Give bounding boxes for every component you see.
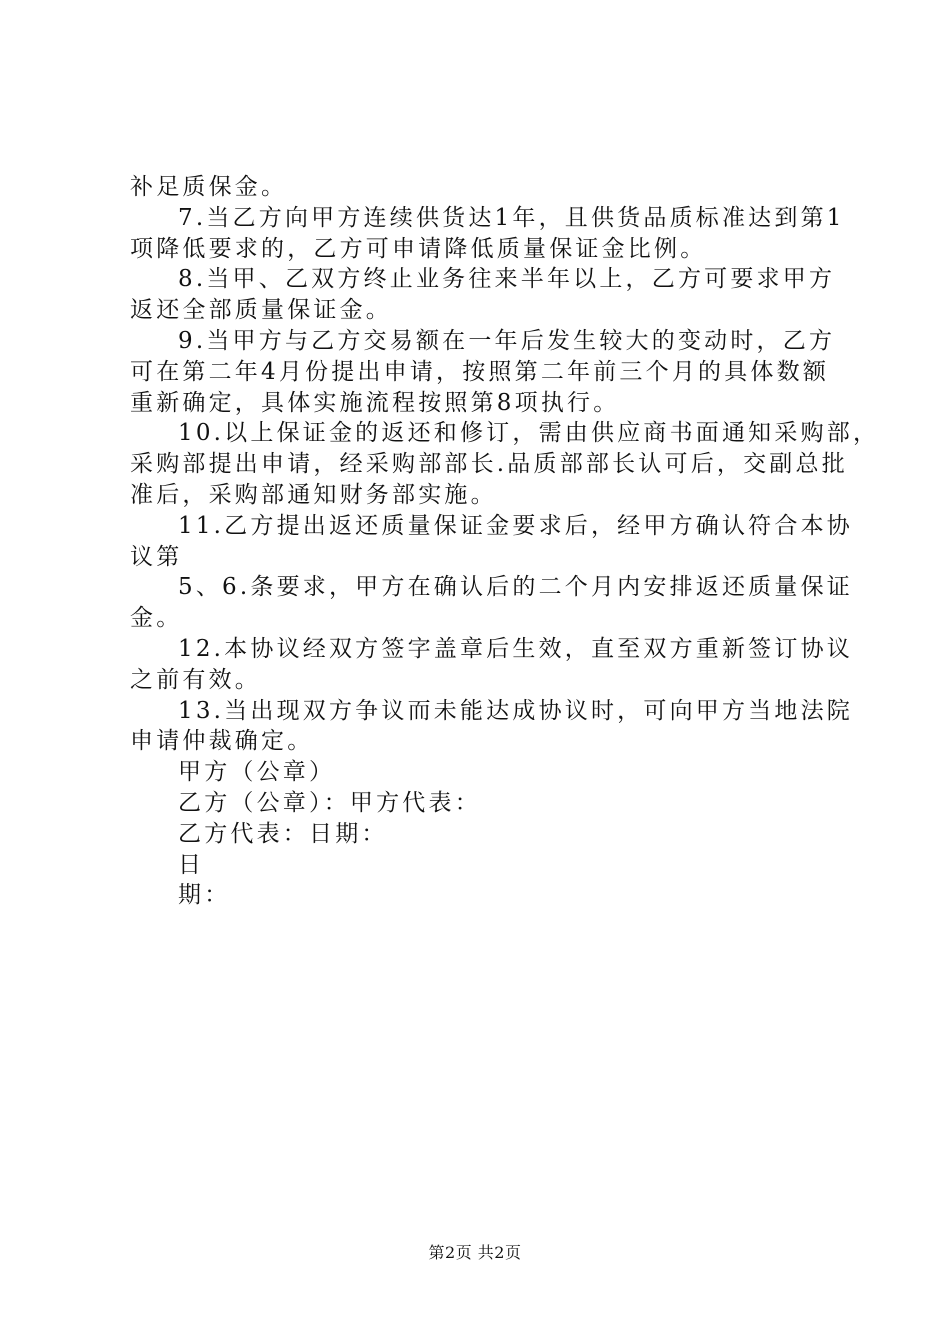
signature-date-line-2: 期： xyxy=(178,882,231,909)
clause-8-line-1: 8.当甲、乙双方终止业务往来半年以上，乙方可要求甲方 xyxy=(178,266,836,293)
clause-11-line-1: 11.乙方提出返还质量保证金要求后，经甲方确认符合本协 xyxy=(178,512,853,539)
clause-9-line-2: 可在第二年4月份提出申请，按照第二年前三个月的具体数额 xyxy=(130,358,830,385)
signature-party-a-seal: 甲方（公章） xyxy=(178,759,336,786)
page-number-footer: 第2页 共2页 xyxy=(428,1243,522,1262)
clause-10-line-2: 采购部提出申请，经采购部部长.品质部部长认可后，交副总批 xyxy=(130,451,848,478)
clause-10-line-3: 准后，采购部通知财务部实施。 xyxy=(130,481,497,508)
clause-12-line-2: 之前有效。 xyxy=(130,666,261,693)
clause-13-line-2: 申请仲裁确定。 xyxy=(130,728,314,755)
signature-party-b-seal: 乙方（公章）：甲方代表： xyxy=(178,789,481,816)
text-line: 补足质保金。 xyxy=(130,174,288,200)
clause-8-line-2: 返还全部质量保证金。 xyxy=(130,297,392,324)
document-body xyxy=(130,172,880,911)
clause-7-line-2: 项降低要求的，乙方可申请降低质量保证金比例。 xyxy=(130,235,707,262)
clause-12-line-1: 12.本协议经双方签字盖章后生效，直至双方重新签订协议 xyxy=(178,635,853,662)
signature-date-line-1: 日 xyxy=(178,851,205,878)
clause-11-line-4: 金。 xyxy=(130,605,183,632)
clause-9-line-3: 重新确定，具体实施流程按照第8项执行。 xyxy=(130,389,620,416)
clause-11-line-2: 议第 xyxy=(130,543,183,570)
clause-9-line-1: 9.当甲方与乙方交易额在一年后发生较大的变动时，乙方 xyxy=(178,327,836,354)
clause-10-line-1: 10.以上保证金的返还和修订，需由供应商书面通知采购部， xyxy=(178,420,880,447)
clause-13-line-1: 13.当出现双方争议而未能达成协议时，可向甲方当地法院 xyxy=(178,697,853,724)
clause-11-line-3: 5、6.条要求，甲方在确认后的二个月内安排返还质量保证 xyxy=(178,574,853,601)
signature-party-b-rep: 乙方代表：日期： xyxy=(178,820,388,847)
clause-7-line-1: 7.当乙方向甲方连续供货达1年，且供货品质标准达到第1 xyxy=(178,204,845,231)
